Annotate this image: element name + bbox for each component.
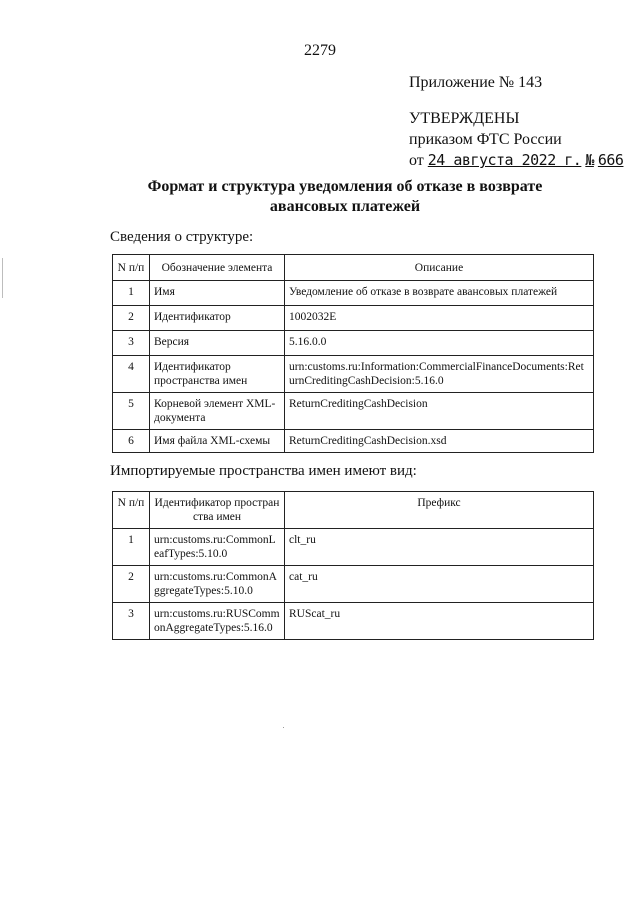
row-number: 1 [113, 529, 150, 566]
order-number: 666 [597, 151, 624, 169]
row-element-name: Имя файла XML-схемы [150, 430, 285, 453]
row-description: 5.16.0.0 [285, 331, 594, 356]
structure-table [112, 254, 594, 453]
table-row [113, 566, 594, 603]
header-number: N п/п [113, 492, 150, 529]
table-header-row [113, 255, 594, 281]
imports-caption: Импортируемые пространства имен имеют вид: [110, 463, 417, 479]
order-label: приказом ФТС России [409, 131, 562, 148]
row-description: 1002032E [285, 306, 594, 331]
row-number: 6 [113, 430, 150, 453]
approval-block [409, 72, 623, 171]
row-element-name: Идентификатор пространства имен [150, 356, 285, 393]
order-date: 24 августа 2022 г. [427, 151, 582, 169]
row-number: 5 [113, 393, 150, 430]
row-element-name: Имя [150, 281, 285, 306]
row-number: 3 [113, 331, 150, 356]
row-number: 2 [113, 306, 150, 331]
scan-edge-mark [2, 258, 3, 298]
row-prefix: cat_ru [285, 566, 594, 603]
document-title: Формат и структура уведомления об отказе в возврате авансовых платежей [147, 178, 543, 215]
header-number: N п/п [113, 255, 150, 281]
table-row [113, 430, 594, 453]
header-description: Описание [285, 255, 594, 281]
header-element: Обозначение элемента [150, 255, 285, 281]
structure-caption: Сведения о структуре: [110, 229, 254, 245]
row-element-name: Идентификатор [150, 306, 285, 331]
table-row [113, 281, 594, 306]
header-namespace: Идентификатор пространства имен [150, 492, 285, 529]
row-description: ReturnCreditingCashDecision [285, 393, 594, 430]
imports-table [112, 491, 594, 640]
header-prefix: Префикс [285, 492, 594, 529]
row-number: 1 [113, 281, 150, 306]
approved-label: УТВЕРЖДЕНЫ [409, 110, 520, 127]
number-sign: № [585, 151, 594, 169]
scan-speck [283, 727, 284, 728]
row-number: 4 [113, 356, 150, 393]
row-namespace: urn:customs.ru:RUSCommonAggregateTypes:5.16.0 [150, 603, 285, 640]
row-element-name: Версия [150, 331, 285, 356]
row-namespace: urn:customs.ru:CommonLeafTypes:5.10.0 [150, 529, 285, 566]
row-namespace: urn:customs.ru:CommonAggregateTypes:5.10.0 [150, 566, 285, 603]
table-row [113, 356, 594, 393]
table-row [113, 393, 594, 430]
page-number: 2279 [304, 42, 336, 59]
order-date-line [409, 150, 623, 171]
table-header-row [113, 492, 594, 529]
table-row [113, 529, 594, 566]
row-prefix: clt_ru [285, 529, 594, 566]
row-description: urn:customs.ru:Information:CommercialFinanceDocuments:ReturnCreditingCashDecision:5.16.0 [285, 356, 594, 393]
annex-label: Приложение № 143 [409, 74, 543, 91]
row-number: 3 [113, 603, 150, 640]
row-prefix: RUScat_ru [285, 603, 594, 640]
row-element-name: Корневой элемент XML-документа [150, 393, 285, 430]
table-row [113, 603, 594, 640]
date-prefix: от [409, 152, 424, 169]
table-row [113, 306, 594, 331]
row-number: 2 [113, 566, 150, 603]
row-description: Уведомление об отказе в возврате авансовых платежей [285, 281, 594, 306]
table-row [113, 331, 594, 356]
row-description: ReturnCreditingCashDecision.xsd [285, 430, 594, 453]
